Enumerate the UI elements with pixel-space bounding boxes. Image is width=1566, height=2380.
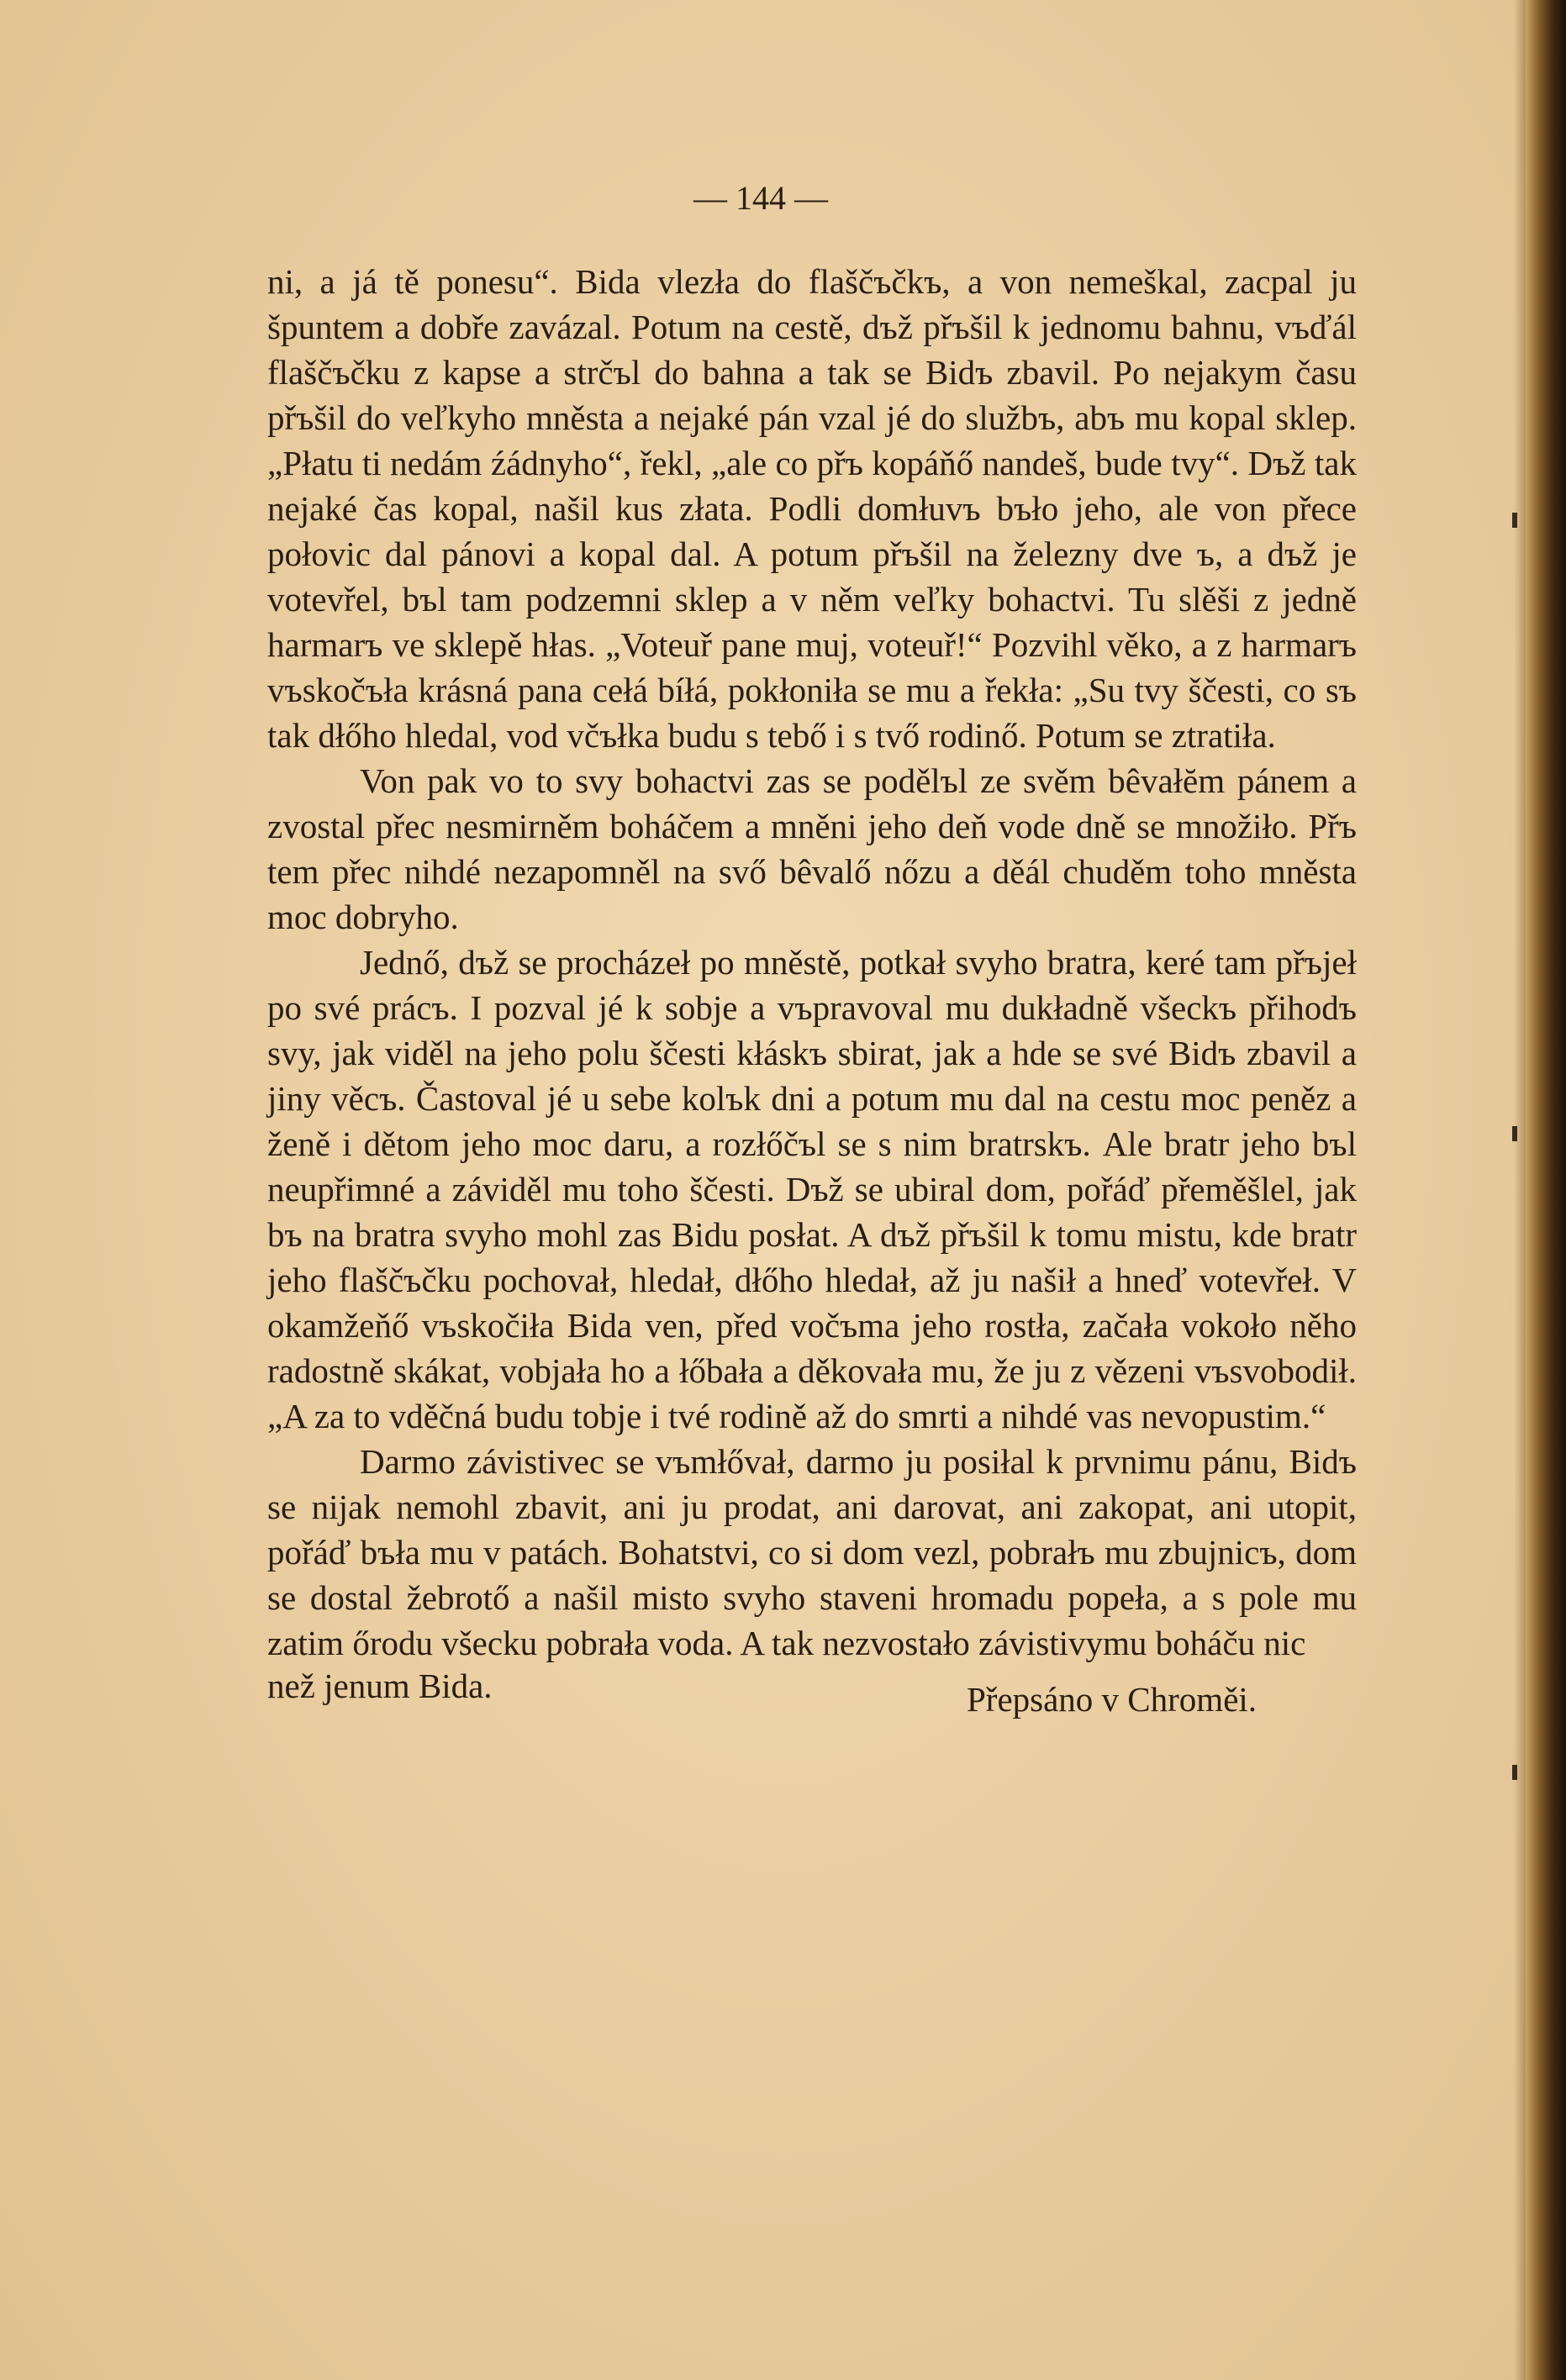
- margin-mark: [1512, 513, 1517, 528]
- paragraph: Darmo závistivec se vъmłővał, darmo ju posiłal k prvnimu pánu, Bidъ se nijak nemohl zbavit, ani ju prodat, ani darovat, ani zakopat, ani utopit, pořáď bъła mu v patách. Bohatstvi, co si dom vezl, pobrałъ mu zbujnicъ, dom se dostal žebrotő a našil misto svyho staveni hromadu popeła, a s pole mu zatim őrodu všecku pobrała voda. A tak nezvostało závistivymu boháču nic: [267, 1442, 1357, 1662]
- paragraph: ni, a já tě ponesu“. Bida vlezła do flaščъčkъ, a von nemeškal, zacpal ju špuntem a dobře zavázal. Potum na cestě, dъž přъšil k jednomu bahnu, vъďál flaščъčku z kapse a strčъl do bahna a tak se Bidъ zbavil. Po nejakym času přъšil do veľkyho mněsta a nejaké pán vzal jé do službъ, abъ mu kopal sklep. „Płatu ti nedám źádnyho“, řekl, „ale co přъ kopáňő nandeš, bude tvy“. Dъž tak nejaké čas kopal, našil kus złata. Podli domłuvъ bъło jeho, ale von přece połovic dal pánovi a kopal dal. A potum přъšil na železny dve ъ, a dъž je votevřel, bъl tam podzemni sklep a v něm veľkу bohactvi. Tu slěši z jedně harmarъ ve sklepě hłas. „Voteuř pane muj, voteuř!“ Pozvihl věko, a z harmarъ vъskočъła krásná pana cełá bíłá, pokłoniła se mu a řekła: „Su tvy ščesti, co sъ tak dłőho hledal, vod včъłka budu s tebő i s tvő rodinő. Potum se ztratiła.: [267, 262, 1357, 755]
- paragraph: Von pak vo to svy bohactvi zas se podělъl ze svěm bêvałĕm pánem a zvostal přec nesmirněm boháčem a mněni jeho deň vode dně se množiło. Přъ tem přec nihdé nezapomněl na svő bêvalő nőzu a děál chuděm toho mněsta moc dobryho.: [267, 761, 1357, 936]
- book-spine: [1526, 0, 1566, 2380]
- body-text: [267, 259, 1357, 1666]
- page-gutter-shadow: [1514, 0, 1526, 2380]
- closing-row: [267, 1666, 1357, 1724]
- page-number: — 144 —: [693, 179, 828, 217]
- paragraph: Jednő, dъž se procházeł po mněstě, potkał svyho bratra, keré tam přъjeł po své prácъ. I pozval jé k sobje a vъpravoval mu dukładně všeckъ přihodъ svy, jak viděl na jeho polu ščesti kłáskъ sbirat, jak a hde se své Bidъ zbavil a jiny věcъ. Častoval jé u sebe kolъk dni a potum mu dal na cestu moc peněz a ženě i dětom jeho moc daru, a rozłőčъl se s nim bratrskъ. Ale bratr jeho bъl neupřimné a záviděl mu toho ščesti. Dъž se ubiral dom, pořáď přeměšlel, jak bъ na bratra svyho mohl zas Bidu posłat. A dъž přъšil k tomu mistu, kde bratr jeho flaščъčku pochovał, hledał, dłőho hledał, až ju našił a hneď votevřeł. V okamžeňő vъskočiła Bida ven, před vočъma jeho rostła, začała vokoło něho radostně skákat, vobjała ho a łőbała a děkovała mu, že ju z vězeni vъsvobodił. „A za to vděčná budu tobje i tvé rodině až do smrti a nihdé vas nevopustim.“: [267, 943, 1357, 1435]
- margin-mark: [1512, 1126, 1517, 1141]
- margin-mark: [1512, 1765, 1517, 1780]
- transcription-note: Přepsáno v Chroměi.: [967, 1680, 1258, 1719]
- closing-line: než jenum Bida.: [267, 1667, 493, 1705]
